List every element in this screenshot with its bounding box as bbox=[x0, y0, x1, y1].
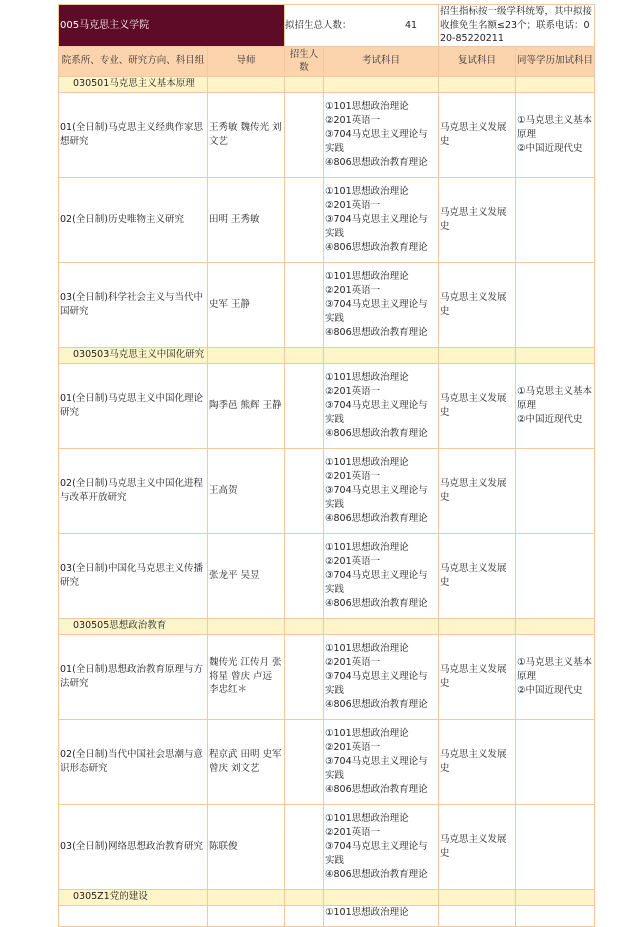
exam-subject: ③704马克思主义理论与实践 bbox=[325, 128, 428, 154]
section-empty-cell bbox=[324, 76, 439, 92]
retest-subject: 马克思主义发展史 bbox=[439, 804, 516, 889]
exam-subject: ③704马克思主义理论与实践 bbox=[325, 213, 428, 239]
research-direction: 03(全日制)网络思想政治教育研究 bbox=[59, 804, 208, 889]
section-empty-cell bbox=[439, 618, 516, 634]
tutors: 史军 王静 bbox=[208, 262, 285, 347]
exam-subject: ④806思想政治教育理论 bbox=[325, 156, 428, 168]
extra-subject: ①马克思主义基本原理 bbox=[517, 656, 593, 682]
total-label: 拟招生总人数： bbox=[285, 19, 352, 31]
retest-subject: 马克思主义发展史 bbox=[439, 92, 516, 177]
table-row bbox=[59, 719, 595, 804]
exam-subject: ①101思想政治理论 bbox=[325, 456, 409, 468]
col-exam: 考试科目 bbox=[324, 46, 439, 76]
table-row bbox=[59, 363, 595, 448]
section-row bbox=[59, 76, 595, 92]
exam-subject: ③704马克思主义理论与实践 bbox=[325, 755, 428, 781]
section-empty-cell bbox=[516, 618, 595, 634]
exam-subject: ①101思想政治理论 bbox=[325, 371, 409, 383]
exam-subject: ①101思想政治理论 bbox=[325, 812, 409, 824]
exam-subject: ①101思想政治理论 bbox=[325, 642, 409, 654]
extra-subjects bbox=[516, 448, 595, 533]
section-empty-cell bbox=[439, 76, 516, 92]
tutors: 程京武 田明 史军 曾庆 刘文艺 bbox=[208, 719, 285, 804]
section-empty-cell bbox=[285, 618, 324, 634]
retest-subject bbox=[439, 905, 516, 926]
exam-subjects bbox=[324, 634, 439, 719]
section-empty-cell bbox=[324, 889, 439, 905]
tutors: 魏传光 江传月 张将星 曾庆 卢远 李忠红＊ bbox=[208, 634, 285, 719]
exam-subject: ①101思想政治理论 bbox=[325, 727, 409, 739]
total-enrollment bbox=[285, 5, 439, 47]
research-direction: 01(全日制)马克思主义中国化理论研究 bbox=[59, 363, 208, 448]
col-count: 招生人数 bbox=[285, 46, 324, 76]
research-direction: 01(全日制)思想政治教育原理与方法研究 bbox=[59, 634, 208, 719]
exam-subjects bbox=[324, 92, 439, 177]
col-direction: 院系所、专业、研究方向、科目组 bbox=[59, 46, 208, 76]
exam-subjects bbox=[324, 533, 439, 618]
enrollment-note: 招生指标按一级学科统筹，其中拟接收推免生名额≤23个；联系电话：020-85220211 bbox=[439, 5, 595, 47]
retest-subject: 马克思主义发展史 bbox=[439, 177, 516, 262]
section-title: 030503马克思主义中国化研究 bbox=[59, 347, 208, 363]
tutors: 田明 王秀敏 bbox=[208, 177, 285, 262]
admissions-table bbox=[58, 4, 595, 927]
table-row bbox=[59, 448, 595, 533]
enrollment-count bbox=[285, 905, 324, 926]
exam-subject: ③704马克思主义理论与实践 bbox=[325, 484, 428, 510]
table-row bbox=[59, 905, 595, 926]
table-row bbox=[59, 634, 595, 719]
exam-subjects bbox=[324, 448, 439, 533]
extra-subject: ②中国近现代史 bbox=[517, 684, 583, 696]
section-empty-cell bbox=[208, 347, 285, 363]
college-header-row bbox=[59, 5, 595, 47]
table-row bbox=[59, 262, 595, 347]
research-direction: 02(全日制)当代中国社会思潮与意识形态研究 bbox=[59, 719, 208, 804]
section-empty-cell bbox=[285, 76, 324, 92]
section-title: 030501马克思主义基本原理 bbox=[59, 76, 208, 92]
exam-subjects bbox=[324, 719, 439, 804]
exam-subject: ②201英语一 bbox=[325, 199, 381, 211]
exam-subject: ③704马克思主义理论与实践 bbox=[325, 399, 428, 425]
enrollment-count bbox=[285, 177, 324, 262]
research-direction: 01(全日制)马克思主义经典作家思想研究 bbox=[59, 92, 208, 177]
section-empty-cell bbox=[208, 889, 285, 905]
section-empty-cell bbox=[516, 347, 595, 363]
research-direction: 02(全日制)马克思主义中国化进程与改革开放研究 bbox=[59, 448, 208, 533]
exam-subject: ②201英语一 bbox=[325, 385, 381, 397]
section-title: 0305Z1党的建设 bbox=[59, 889, 208, 905]
exam-subjects bbox=[324, 905, 439, 926]
enrollment-count bbox=[285, 262, 324, 347]
extra-subject: ①马克思主义基本原理 bbox=[517, 385, 593, 411]
enrollment-count bbox=[285, 634, 324, 719]
tutors: 陶季邑 熊辉 王静 bbox=[208, 363, 285, 448]
exam-subject: ④806思想政治教育理论 bbox=[325, 698, 428, 710]
retest-subject: 马克思主义发展史 bbox=[439, 363, 516, 448]
extra-subjects bbox=[516, 905, 595, 926]
col-extra: 同等学历加试科目 bbox=[516, 46, 595, 76]
exam-subject: ②201英语一 bbox=[325, 555, 381, 567]
col-tutors: 导师 bbox=[208, 46, 285, 76]
research-direction: 03(全日制)科学社会主义与当代中国研究 bbox=[59, 262, 208, 347]
enrollment-count bbox=[285, 92, 324, 177]
enrollment-count bbox=[285, 533, 324, 618]
research-direction bbox=[59, 905, 208, 926]
extra-subject: ②中国近现代史 bbox=[517, 413, 583, 425]
extra-subjects bbox=[516, 177, 595, 262]
section-empty-cell bbox=[324, 618, 439, 634]
exam-subject: ①101思想政治理论 bbox=[325, 185, 409, 197]
table-row bbox=[59, 92, 595, 177]
extra-subjects bbox=[516, 634, 595, 719]
enrollment-count bbox=[285, 719, 324, 804]
exam-subject: ④806思想政治教育理论 bbox=[325, 512, 428, 524]
extra-subject: ①马克思主义基本原理 bbox=[517, 114, 593, 140]
table-row bbox=[59, 177, 595, 262]
extra-subjects bbox=[516, 262, 595, 347]
extra-subjects bbox=[516, 363, 595, 448]
tutors: 王秀敏 魏传光 刘文艺 bbox=[208, 92, 285, 177]
section-empty-cell bbox=[439, 347, 516, 363]
exam-subject: ②201英语一 bbox=[325, 470, 381, 482]
tutors: 陈联俊 bbox=[208, 804, 285, 889]
college-name: 005马克思主义学院 bbox=[59, 5, 285, 47]
exam-subject: ①101思想政治理论 bbox=[325, 270, 409, 282]
section-empty-cell bbox=[516, 76, 595, 92]
exam-subjects bbox=[324, 363, 439, 448]
exam-subject: ③704马克思主义理论与实践 bbox=[325, 569, 428, 595]
exam-subject: ①101思想政治理论 bbox=[325, 541, 409, 553]
section-title: 030505思想政治教育 bbox=[59, 618, 208, 634]
extra-subjects bbox=[516, 719, 595, 804]
extra-subjects bbox=[516, 804, 595, 889]
section-empty-cell bbox=[208, 76, 285, 92]
section-row bbox=[59, 618, 595, 634]
exam-subjects bbox=[324, 177, 439, 262]
extra-subjects bbox=[516, 92, 595, 177]
section-row bbox=[59, 889, 595, 905]
enrollment-count bbox=[285, 363, 324, 448]
section-empty-cell bbox=[516, 889, 595, 905]
research-direction: 03(全日制)中国化马克思主义传播研究 bbox=[59, 533, 208, 618]
enrollment-count bbox=[285, 448, 324, 533]
tutors: 王高贺 bbox=[208, 448, 285, 533]
table-row bbox=[59, 533, 595, 618]
section-empty-cell bbox=[439, 889, 516, 905]
exam-subject: ②201英语一 bbox=[325, 826, 381, 838]
exam-subject: ②201英语一 bbox=[325, 284, 381, 296]
section-empty-cell bbox=[324, 347, 439, 363]
retest-subject: 马克思主义发展史 bbox=[439, 634, 516, 719]
col-retest: 复试科目 bbox=[439, 46, 516, 76]
retest-subject: 马克思主义发展史 bbox=[439, 719, 516, 804]
extra-subjects bbox=[516, 533, 595, 618]
exam-subject: ③704马克思主义理论与实践 bbox=[325, 298, 428, 324]
exam-subject: ①101思想政治理论 bbox=[325, 100, 409, 112]
total-value: 41 bbox=[405, 19, 418, 31]
tutors bbox=[208, 905, 285, 926]
exam-subject: ②201英语一 bbox=[325, 114, 381, 126]
section-row bbox=[59, 347, 595, 363]
exam-subject: ②201英语一 bbox=[325, 656, 381, 668]
section-empty-cell bbox=[285, 347, 324, 363]
exam-subject: ①101思想政治理论 bbox=[325, 906, 409, 918]
enrollment-count bbox=[285, 804, 324, 889]
research-direction: 02(全日制)历史唯物主义研究 bbox=[59, 177, 208, 262]
exam-subject: ④806思想政治教育理论 bbox=[325, 241, 428, 253]
exam-subject: ④806思想政治教育理论 bbox=[325, 326, 428, 338]
exam-subject: ④806思想政治教育理论 bbox=[325, 597, 428, 609]
retest-subject: 马克思主义发展史 bbox=[439, 533, 516, 618]
exam-subjects bbox=[324, 804, 439, 889]
exam-subject: ③704马克思主义理论与实践 bbox=[325, 840, 428, 866]
tutors: 张龙平 吴昱 bbox=[208, 533, 285, 618]
exam-subject: ④806思想政治教育理论 bbox=[325, 868, 428, 880]
exam-subject: ③704马克思主义理论与实践 bbox=[325, 670, 428, 696]
section-empty-cell bbox=[285, 889, 324, 905]
table-row bbox=[59, 804, 595, 889]
retest-subject: 马克思主义发展史 bbox=[439, 448, 516, 533]
retest-subject: 马克思主义发展史 bbox=[439, 262, 516, 347]
exam-subject: ④806思想政治教育理论 bbox=[325, 427, 428, 439]
exam-subject: ④806思想政治教育理论 bbox=[325, 783, 428, 795]
column-header-row bbox=[59, 46, 595, 76]
section-empty-cell bbox=[208, 618, 285, 634]
exam-subject: ②201英语一 bbox=[325, 741, 381, 753]
extra-subject: ②中国近现代史 bbox=[517, 142, 583, 154]
exam-subjects bbox=[324, 262, 439, 347]
